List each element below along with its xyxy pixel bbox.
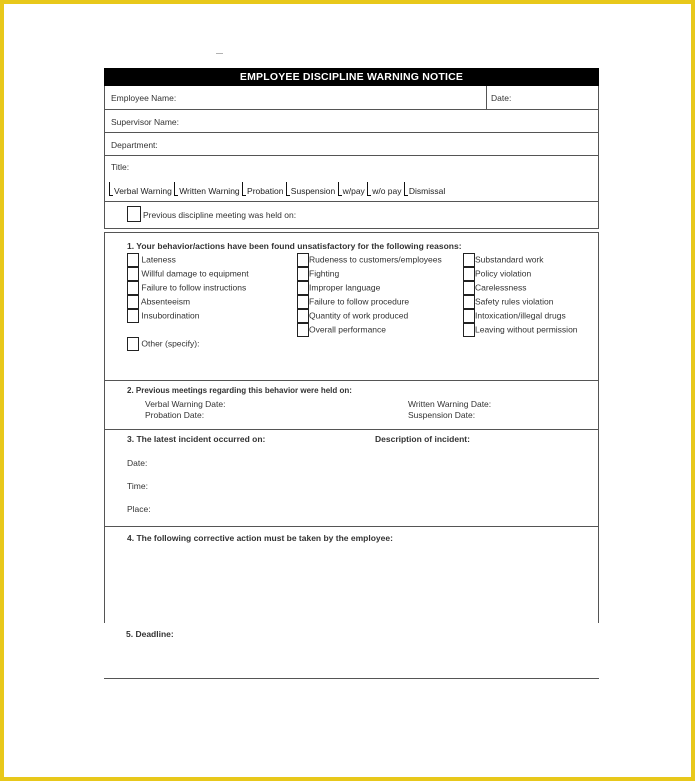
previous-meeting-label: Previous discipline meeting was held on: bbox=[143, 210, 297, 220]
reason-checkbox[interactable] bbox=[127, 309, 139, 323]
reason-checkbox[interactable] bbox=[297, 281, 309, 295]
check-mark-icon bbox=[338, 182, 342, 196]
reason-fighting[interactable]: Fighting bbox=[297, 267, 339, 281]
reason-checkbox[interactable] bbox=[463, 267, 475, 281]
suspension-date: Suspension Date: bbox=[408, 410, 476, 420]
section1-heading: 1. Your behavior/actions have been found unsatisfactory for the following reasons: bbox=[127, 241, 462, 251]
reason-overall-performance[interactable]: Overall performance bbox=[297, 323, 386, 337]
warning-type-without-pay[interactable]: w/o pay bbox=[367, 186, 401, 196]
reason-checkbox[interactable] bbox=[127, 267, 139, 281]
incident-place-label: Place: bbox=[127, 504, 151, 514]
employee-name-label: Employee Name: bbox=[111, 93, 177, 103]
check-mark-icon bbox=[109, 182, 113, 196]
section2-heading: 2. Previous meetings regarding this behavior were held on: bbox=[127, 386, 352, 395]
warning-type-probation[interactable]: Probation bbox=[242, 186, 283, 196]
reason-intoxication[interactable]: Intoxication/illegal drugs bbox=[463, 309, 566, 323]
description-label: Description of incident: bbox=[375, 434, 470, 444]
document-page bbox=[4, 4, 691, 777]
reason-checkbox[interactable] bbox=[463, 295, 475, 309]
divider bbox=[486, 86, 487, 110]
reason-policy-violation[interactable]: Policy violation bbox=[463, 267, 531, 281]
check-mark-icon bbox=[367, 182, 371, 196]
reason-checkbox[interactable] bbox=[297, 309, 309, 323]
previous-meeting-checkbox[interactable] bbox=[127, 206, 141, 222]
reason-checkbox[interactable] bbox=[463, 281, 475, 295]
reason-carelessness[interactable]: Carelessness bbox=[463, 281, 527, 295]
supervisor-row bbox=[104, 110, 599, 133]
date-label: Date: bbox=[491, 93, 512, 103]
title-row bbox=[104, 156, 599, 202]
reason-quantity-work[interactable]: Quantity of work produced bbox=[297, 309, 408, 323]
reason-checkbox[interactable] bbox=[297, 267, 309, 281]
section-incident bbox=[104, 430, 599, 527]
section-deadline bbox=[104, 623, 599, 681]
verbal-warning-date: Verbal Warning Date: bbox=[145, 399, 226, 409]
top-mark: — bbox=[216, 50, 223, 57]
check-mark-icon bbox=[404, 182, 408, 196]
title-label: Title: bbox=[111, 162, 130, 172]
reason-willful-damage[interactable]: Willful damage to equipment bbox=[127, 267, 249, 281]
reason-other[interactable]: Other (specify): bbox=[127, 337, 199, 351]
reason-insubordination[interactable]: Insubordination bbox=[127, 309, 200, 323]
employee-row bbox=[104, 86, 599, 110]
reason-checkbox[interactable] bbox=[127, 253, 139, 267]
reason-substandard-work[interactable]: Substandard work bbox=[463, 253, 544, 267]
previous-meeting-row bbox=[104, 202, 599, 229]
warning-type-written[interactable]: Written Warning bbox=[174, 186, 239, 196]
section-previous-meetings bbox=[104, 381, 599, 430]
supervisor-name-label: Supervisor Name: bbox=[111, 117, 180, 127]
warning-type-suspension[interactable]: Suspension bbox=[286, 186, 335, 196]
reason-checkbox[interactable] bbox=[297, 253, 309, 267]
reason-safety-rules[interactable]: Safety rules violation bbox=[463, 295, 553, 309]
warning-type-verbal[interactable]: Verbal Warning bbox=[109, 186, 172, 196]
reason-checkbox[interactable] bbox=[127, 295, 139, 309]
department-row bbox=[104, 133, 599, 156]
bottom-rule bbox=[104, 678, 599, 679]
written-warning-date: Written Warning Date: bbox=[408, 399, 492, 409]
incident-date-label: Date: bbox=[127, 458, 148, 468]
section5-heading: 5. Deadline: bbox=[126, 629, 174, 639]
probation-date: Probation Date: bbox=[145, 410, 205, 420]
section-reasons bbox=[104, 232, 599, 381]
check-mark-icon bbox=[242, 182, 246, 196]
check-mark-icon bbox=[286, 182, 290, 196]
section4-heading: 4. The following corrective action must be taken by the employee: bbox=[127, 533, 393, 543]
reason-checkbox[interactable] bbox=[463, 253, 475, 267]
section-corrective-action bbox=[104, 527, 599, 623]
reason-failure-instructions[interactable]: Failure to follow instructions bbox=[127, 281, 246, 295]
incident-time-label: Time: bbox=[127, 481, 148, 491]
reason-lateness[interactable]: Lateness bbox=[127, 253, 176, 267]
reason-leaving[interactable]: Leaving without permission bbox=[463, 323, 578, 337]
reason-checkbox[interactable] bbox=[297, 295, 309, 309]
reason-checkbox[interactable] bbox=[463, 309, 475, 323]
reason-checkbox[interactable] bbox=[463, 323, 475, 337]
warning-type-dismissal[interactable]: Dismissal bbox=[404, 186, 445, 196]
reason-rudeness[interactable]: Rudeness to customers/employees bbox=[297, 253, 442, 267]
reason-failure-procedure[interactable]: Failure to follow procedure bbox=[297, 295, 409, 309]
warning-notice-form bbox=[104, 68, 599, 681]
reason-checkbox[interactable] bbox=[127, 281, 139, 295]
reason-improper-language[interactable]: Improper language bbox=[297, 281, 380, 295]
form-title: EMPLOYEE DISCIPLINE WARNING NOTICE bbox=[104, 68, 599, 86]
warning-type-with-pay[interactable]: w/pay bbox=[338, 186, 365, 196]
reason-absenteeism[interactable]: Absenteeism bbox=[127, 295, 190, 309]
check-mark-icon bbox=[174, 182, 178, 196]
warning-type-list bbox=[109, 182, 445, 196]
department-label: Department: bbox=[111, 140, 158, 150]
reason-checkbox[interactable] bbox=[127, 337, 139, 351]
reason-checkbox[interactable] bbox=[297, 323, 309, 337]
section3-heading: 3. The latest incident occurred on: bbox=[127, 434, 266, 444]
